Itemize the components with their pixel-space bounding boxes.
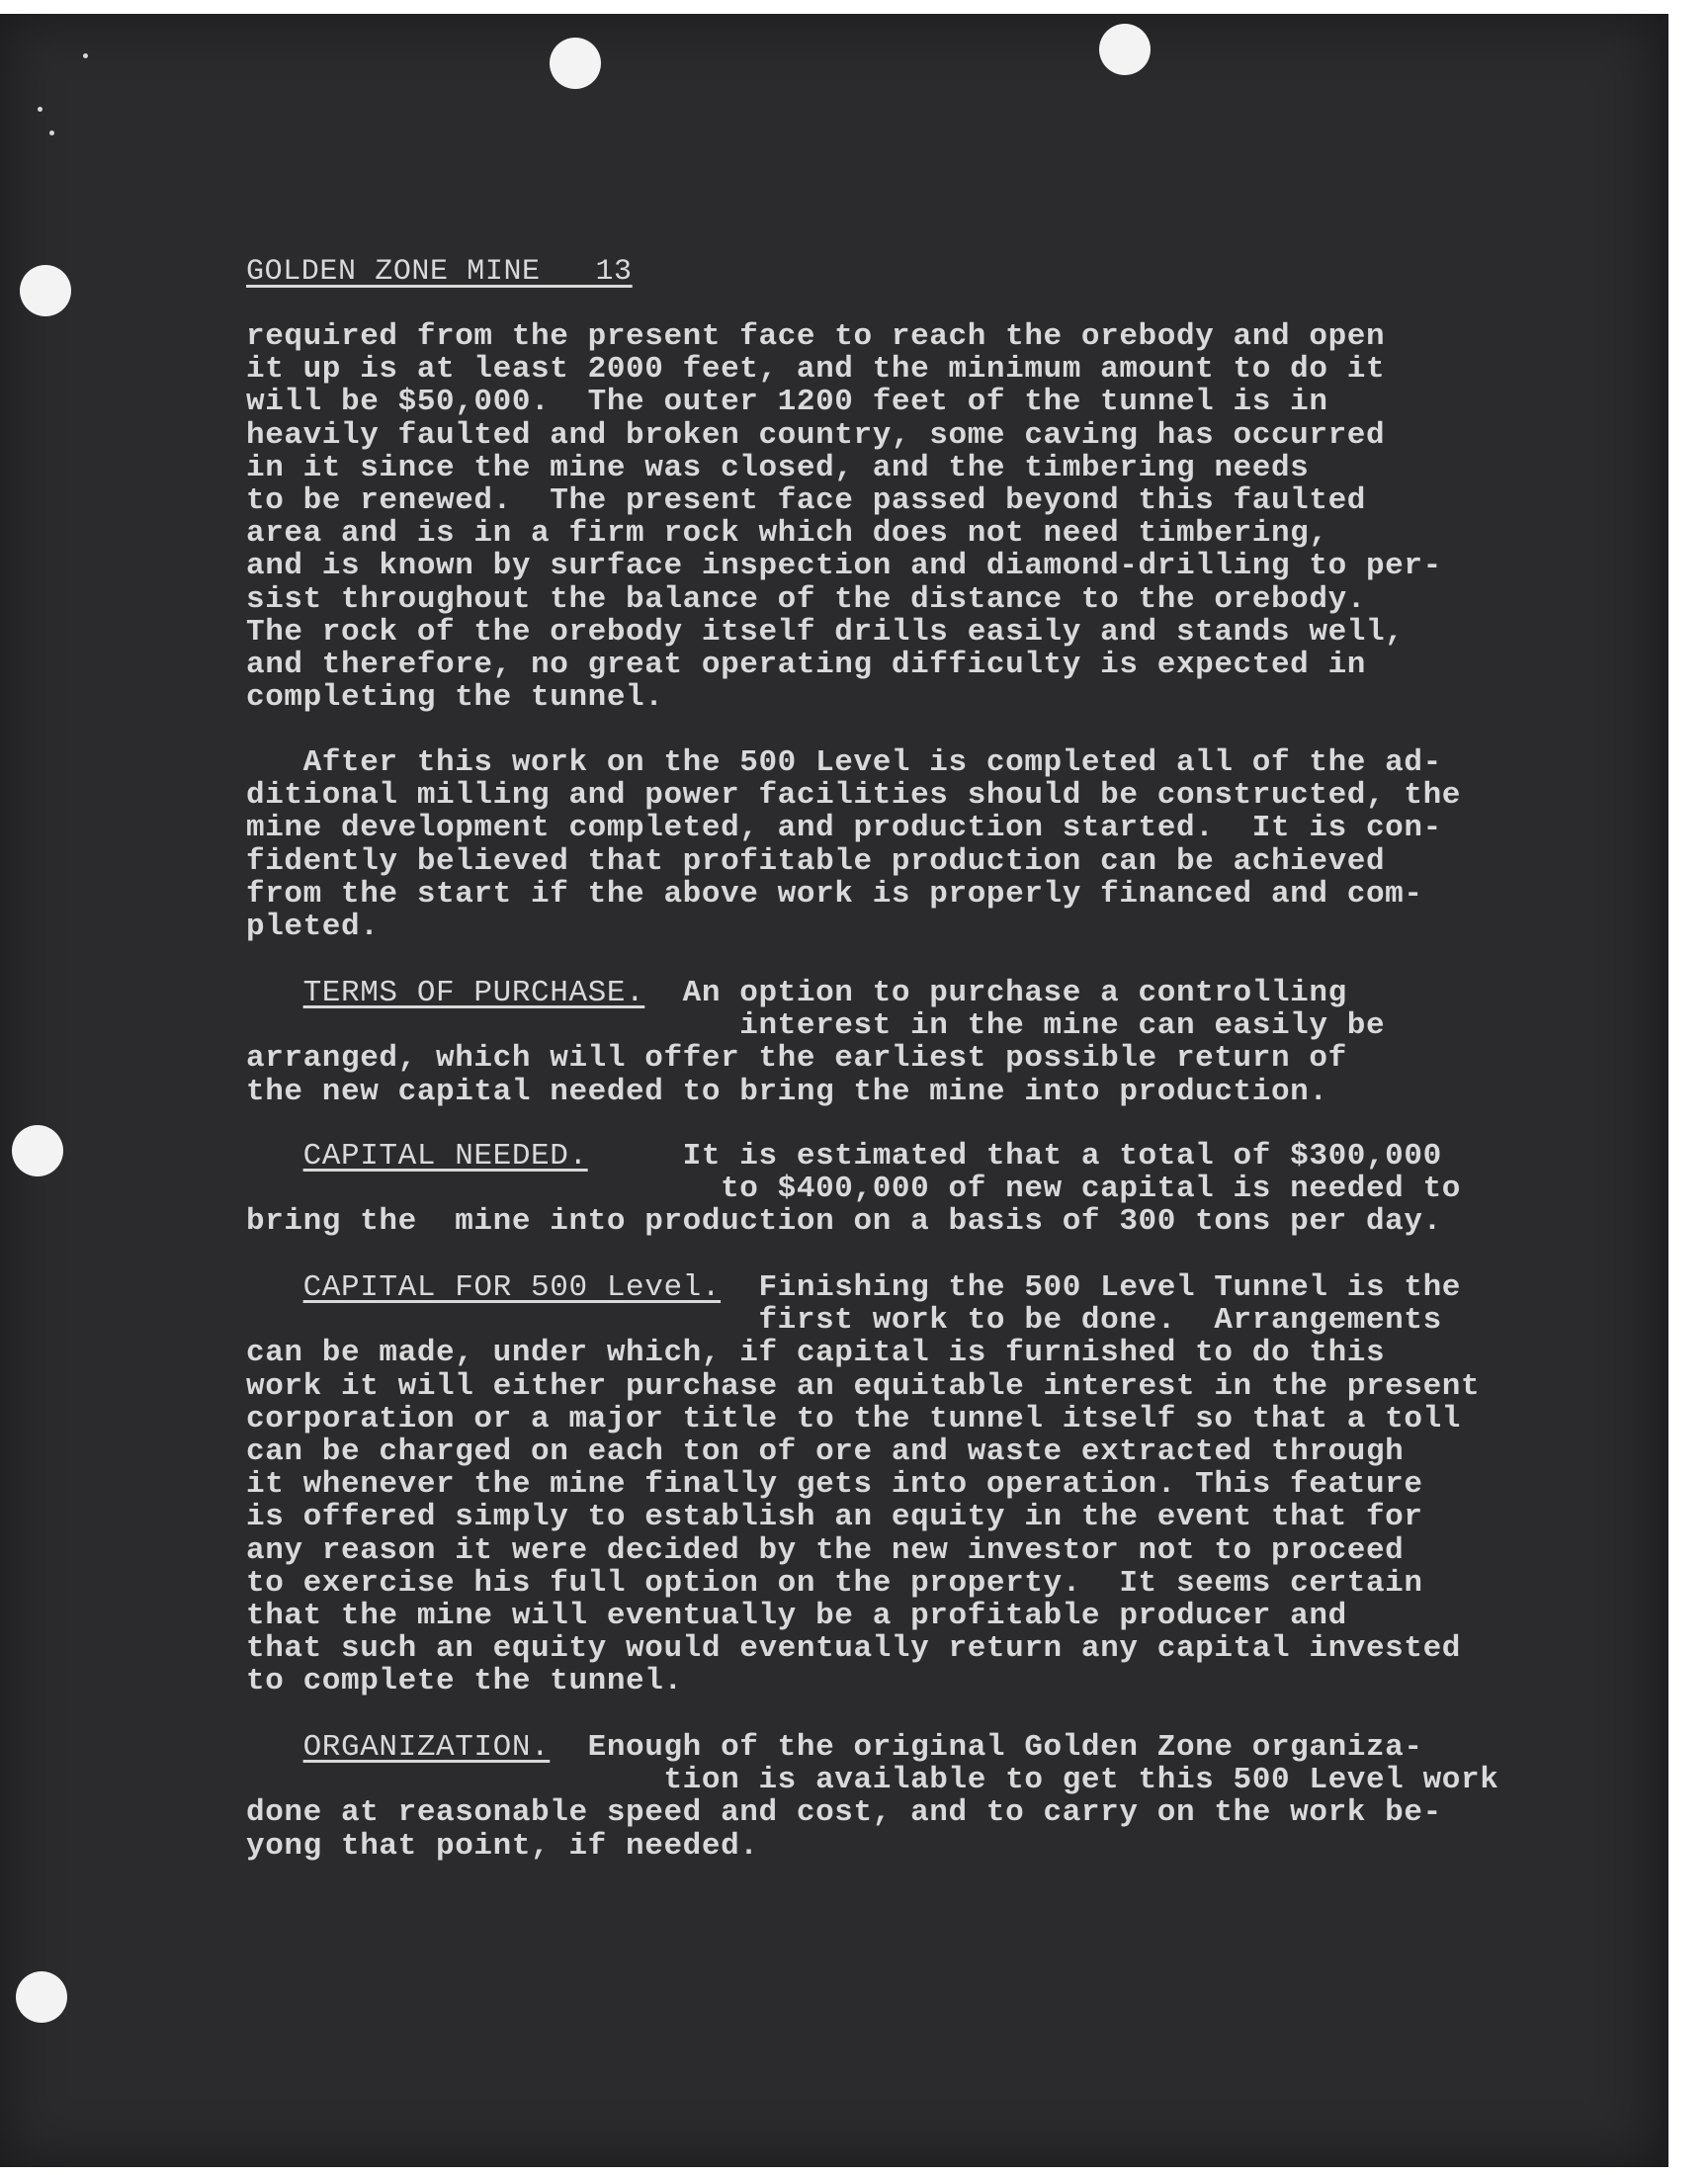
text-line: it whenever the mine finally gets into operation. This feature: [246, 1467, 1423, 1503]
text-line: sist throughout the balance of the distance to the orebody.: [246, 581, 1366, 617]
terms-first-text: An option to purchase a controlling: [644, 976, 1347, 1010]
capital-heading: CAPITAL NEEDED.: [302, 1139, 588, 1174]
punch-hole-left-lower: [16, 1971, 67, 2023]
capital-500-section: [246, 1271, 1531, 1697]
organization-heading: ORGANIZATION.: [302, 1730, 551, 1765]
text-line: corporation or a major title to the tunnel itself so that a toll: [246, 1401, 1461, 1436]
text-line: that the mine will eventually be a profitable producer and: [246, 1598, 1347, 1633]
punch-hole-left-upper: [20, 265, 71, 316]
text-line: and is known by surface inspection and diamond-drilling to per-: [246, 549, 1442, 584]
text-line: bring the mine into production on a basis of 300 tons per day.: [246, 1204, 1442, 1240]
text-line: area and is in a firm rock which does not need timbering,: [246, 516, 1328, 552]
organization-section: [246, 1731, 1531, 1863]
text-line: and therefore, no great operating difficulty is expected in: [246, 647, 1366, 682]
capital-500-first-line: [246, 1271, 1531, 1304]
punch-hole-top-left: [550, 38, 601, 89]
capital-500-heading: CAPITAL FOR 500 Level.: [302, 1270, 722, 1305]
dust-speck: [38, 107, 43, 112]
text-line: work it will either purchase an equitable interest in the present: [246, 1368, 1481, 1404]
text-line: arranged, which will offer the earliest possible return of: [246, 1041, 1347, 1077]
terms-first-line: [246, 977, 1531, 1009]
capital-first-text: It is estimated that a total of $300,000: [587, 1139, 1442, 1174]
text-line: can be made, under which, if capital is furnished to do this: [246, 1336, 1386, 1371]
text-line: in it since the mine was closed, and the timbering needs: [246, 450, 1310, 485]
text-line: interest in the mine can easily be: [246, 1008, 1386, 1044]
text-line: that such an equity would eventually return any capital invested: [246, 1631, 1461, 1667]
capital-500-first-text: Finishing the 500 Level Tunnel is the: [721, 1270, 1461, 1305]
text-line: first work to be done. Arrangements: [246, 1303, 1442, 1339]
text-line: is offered simply to establish an equity in the event that for: [246, 1500, 1423, 1535]
punch-hole-left-middle: [12, 1125, 63, 1176]
text-line: the new capital needed to bring the mine into production.: [246, 1074, 1328, 1109]
text-line: pleted.: [246, 909, 380, 944]
intro-paragraph: [246, 320, 1531, 714]
text-line: yong that point, if needed.: [246, 1828, 759, 1864]
text-line: After this work on the 500 Level is completed all of the ad-: [246, 745, 1442, 780]
text-line: to exercise his full option on the property. It seems certain: [246, 1565, 1423, 1601]
text-line: fidently believed that profitable production can be achieved: [246, 843, 1386, 879]
page-header: GOLDEN ZONE MINE 13: [246, 255, 633, 289]
terms-section: [246, 977, 1531, 1108]
terms-heading: TERMS OF PURCHASE.: [302, 976, 645, 1010]
text-line: any reason it were decided by the new investor not to proceed: [246, 1532, 1405, 1568]
text-line: can be charged on each ton of ore and waste extracted through: [246, 1434, 1405, 1469]
text-line: to complete the tunnel.: [246, 1664, 683, 1699]
capital-first-line: [246, 1140, 1531, 1173]
text-line: completing the tunnel.: [246, 680, 664, 716]
text-line: to be renewed. The present face passed beyond this faulted: [246, 482, 1366, 518]
text-line: from the start if the above work is properly financed and com-: [246, 876, 1423, 912]
text-line: tion is available to get this 500 Level work: [246, 1763, 1499, 1798]
dust-speck: [83, 53, 88, 58]
text-line: required from the present face to reach the orebody and open: [246, 319, 1386, 354]
capital-section: [246, 1140, 1531, 1239]
text-line: mine development completed, and production started. It is con-: [246, 811, 1442, 846]
organization-first-line: [246, 1731, 1531, 1764]
text-line: The rock of the orebody itself drills easily and stands well,: [246, 614, 1405, 650]
level-paragraph: [246, 746, 1531, 943]
text-line: to $400,000 of new capital is needed to: [246, 1172, 1461, 1207]
text-line: will be $50,000. The outer 1200 feet of the tunnel is in: [246, 385, 1328, 420]
organization-first-text: Enough of the original Golden Zone organiza-: [550, 1730, 1423, 1765]
dust-speck: [49, 130, 54, 135]
text-line: it up is at least 2000 feet, and the minimum amount to do it: [246, 352, 1386, 388]
text-line: ditional milling and power facilities should be constructed, the: [246, 778, 1461, 814]
punch-hole-top-right: [1099, 24, 1151, 75]
text-line: heavily faulted and broken country, some caving has occurred: [246, 417, 1386, 453]
text-line: done at reasonable speed and cost, and to carry on the work be-: [246, 1795, 1442, 1831]
